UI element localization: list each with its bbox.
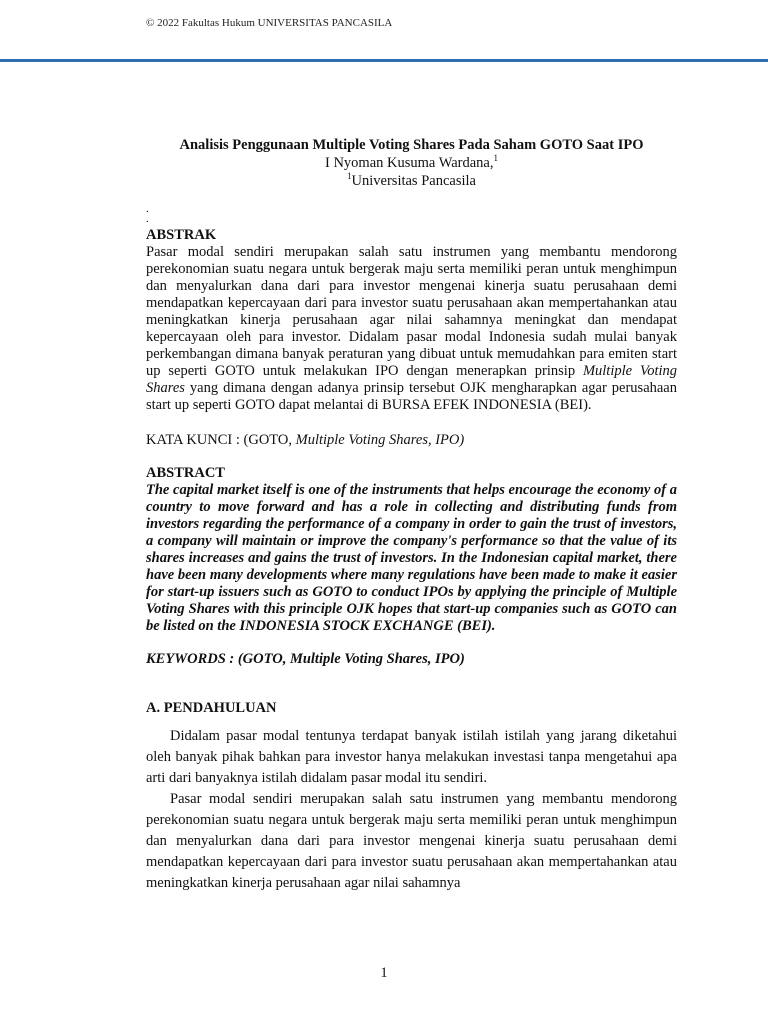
abstrak-italic-term: Multiple Voting Shares: [146, 363, 678, 396]
stray-dot: .: [146, 203, 149, 215]
affiliation-name: Universitas Pancasila: [351, 173, 476, 189]
abstrak-text-part: yang dimana dengan adanya prinsip tersebut OJK mengharapkan agar perusahaan start up seperti GOTO dapat melantai di BURSA EFEK INDONESIA (BEI).: [146, 380, 677, 413]
page-header: © 2022 Fakultas Hukum UNIVERSITAS PANCASILA: [146, 17, 393, 29]
page-number: 1: [380, 965, 388, 981]
author-name: I Nyoman Kusuma Wardana,: [325, 155, 494, 171]
stray-dots: [146, 204, 677, 224]
header-rule: [0, 59, 768, 62]
abstrak-heading: ABSTRAK: [146, 227, 217, 243]
title-block: [146, 136, 677, 190]
stray-dot: .: [146, 213, 149, 225]
kata-kunci-prefix: KATA KUNCI : (GOTO,: [146, 432, 296, 448]
introduction-heading: A. PENDAHULUAN: [146, 700, 277, 716]
kata-kunci: [146, 432, 677, 449]
intro-paragraph: Didalam pasar modal tentunya terdapat banyak istilah istilah yang jarang diketahui oleh banyak pihak bahkan para investor hanya melakukan investasi tanpa mengetahui apa arti dari banyaknya istilah didalam pasar modal itu sendiri.: [146, 728, 677, 786]
intro-paragraph: Pasar modal sendiri merupakan salah satu instrumen yang membantu mendorong perekonomian suatu negara untuk bergerak maju serta memiliki peran untuk menghimpun dan menyalurkan dana dari para investor mengenai kinerja suatu perusahaan demi mendapatkan kepercayaan dari para investor suatu perusahaan akan mempertahankan atau meningkatkan kinerja perusahaan agar nilai sahamnya: [146, 791, 677, 891]
paper-title: Analisis Penggunaan Multiple Voting Shares Pada Saham GOTO Saat IPO: [179, 137, 644, 153]
abstract-text: The capital market itself is one of the instruments that helps encourage the economy of a country to move forward and has a role in collecting and distributing funds from investors regarding the performance of a company in order to gain the trust of investors, a company will maintain or improve the company's performance so that the value of its shares increases and gains the trust of investors. In the Indonesian capital market, there have been many developments where many regulations have been made to make it easier for start-up issuers such as GOTO to conduct IPOs by applying the principle of Multiple Voting Shares with this principle OJK hopes that start-up companies such as GOTO can be listed on the INDONESIA STOCK EXCHANGE (BEI).: [146, 482, 677, 634]
abstrak-text-part: Pasar modal sendiri merupakan salah satu instrumen yang membantu mendorong perekonomian suatu negara untuk bergerak maju serta memiliki peran untuk menghimpun dan menyalurkan dana dari para investor mengenai kinerja suatu perusahaan demi mendapatkan kepercayaan dari para investor suatu perusahaan akan mempertahankan atau meningkatkan kinerja perusahaan agar nilai sahamnya meningkat dan mendapat kepercayaan oleh para investor. Didalam pasar modal Indonesia sudah mulai banyak perkembangan dimana banyak peraturan yang dibuat untuk memudahkan para emiten start up seperti GOTO untuk melakukan IPO dengan menerapkan prinsip: [146, 244, 677, 379]
affiliation-line: [146, 172, 677, 190]
affiliation-superscript: 1: [347, 171, 352, 182]
keywords-en: [146, 651, 677, 668]
abstract-heading: ABSTRACT: [146, 465, 225, 481]
kata-kunci-terms: Multiple Voting Shares, IPO): [295, 432, 465, 448]
abstrak-text: [146, 244, 677, 414]
keywords-text: KEYWORDS : (GOTO, Multiple Voting Shares, IPO): [146, 651, 465, 667]
paper-content: [146, 136, 677, 894]
author-line: [146, 154, 677, 172]
author-superscript: 1: [493, 153, 498, 164]
